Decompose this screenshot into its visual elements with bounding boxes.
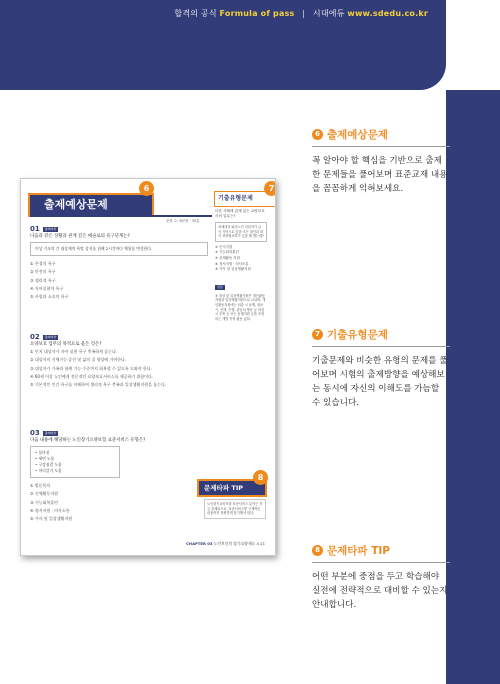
highlight-box-6 (28, 193, 154, 217)
banner-publisher: 시대에듀 (312, 9, 345, 18)
tip-body: 노인장기요양보험 표준서비스 분야는 자주 출제되므로, 표준서비스별 구체적인 내용까지 정확하게 암기해야 한다. (204, 499, 266, 519)
footer-title: 노인보건의 장기요양제도 4 (213, 541, 259, 546)
section-7 (312, 327, 450, 410)
option: ② 기능회복훈련 (215, 250, 239, 255)
section-title: 기출유형문제 (327, 329, 388, 341)
question-02 (30, 333, 208, 389)
time-label: 문항 수: 8문항 · 30분 (166, 219, 200, 223)
banner-separator: | (302, 9, 306, 18)
banner-text (174, 8, 428, 19)
past-question-title: 기출유형문제 (218, 195, 253, 202)
footer-chapter: CHAPTER 03 (186, 541, 213, 546)
section-title: 문제타파 TIP (327, 545, 390, 557)
page-footer (186, 541, 265, 547)
option: ⑤ 가사 및 일상생활지원 (30, 516, 73, 522)
option: ④ 정서지원 · 의사소통 (215, 261, 249, 266)
badge-7: 7 (264, 181, 276, 196)
answer-explanation: ⑤ 대상 및 일상생활지원은 개인활동지원과 일상생활지원으로 나뉘며, 개인활동지원에는 외출 시 동행, 장보기, 산책, 은행, 관공서 방문 등 외출 시 부축 등 또는 동행지원 등을 포함되는 개별 목적 활동 있다. (215, 293, 266, 321)
option: ① 인지지원 (215, 244, 233, 249)
option: ③ 신체활동 지원 (215, 255, 240, 260)
option: ② 대상자의 신체기능 증진 및 삶의 질 향상에 기여한다. (30, 357, 127, 363)
side-bar (446, 90, 500, 684)
section-number: 8 (312, 545, 323, 556)
section-body: 꼭 알아야 할 핵심을 기반으로 출제한 문제들을 풀어보며 표준교재 내용을 꼼꼼하게 익혀보세요. (312, 156, 448, 194)
badge-8: 8 (253, 470, 268, 485)
question-number: 01 (30, 225, 40, 233)
option: ⑤ 기본적인 인간 욕구를 이해하여 생리적 욕구 충족과 일상생활지원을 돕는다. (30, 382, 167, 388)
book-title: 출제예상문제 (44, 198, 108, 211)
option: ② 신체활동지원 (30, 491, 59, 497)
option: ② 안전의 욕구 (30, 269, 56, 275)
answer-tag: 정답 (217, 284, 223, 289)
option: ⑤ 사랑과 소속의 욕구 (30, 294, 69, 300)
footer-page: 21 (260, 541, 265, 546)
past-question-box: 치매대상 와상노인 의심자가 급식 식탁으로 앉을 모든 대인과 회식 표현협조하기 등을 해 했는데? (215, 222, 267, 242)
question-box: 이상 기오의 간 대상재의 욕망 상지를 위해 2시간마다 체위를 변경한다. (30, 242, 208, 256)
banner-slogan: Formula of pass (219, 9, 295, 18)
box-line: • 머리감기 도움 (35, 468, 62, 473)
option: ④ 60세 이상 노인에게 전문적인 요양보호서비스를 제공하기 위함이다. (30, 373, 154, 379)
section-8 (312, 543, 450, 612)
option: ④ 자아실현의 욕구 (30, 285, 64, 291)
option: ③ 대상자가 가족과 함께 기능 수준까지 회복할 수 있도록 도와야 한다. (30, 365, 152, 371)
past-question-column (215, 209, 267, 321)
book-page-preview (20, 178, 276, 556)
question-tag: 출제예상 (44, 430, 57, 435)
section-heading (312, 127, 450, 142)
question-number: 02 (30, 333, 40, 341)
section-body: 어떤 부분에 중점을 두고 학습해야 실전에 전략적으로 대비할 수 있는지 안내합니다. (312, 572, 448, 610)
header-banner (0, 0, 446, 90)
box-line: • 물마심 (35, 450, 50, 455)
box-line: • 세면 도움 (35, 456, 55, 461)
section-heading (312, 543, 450, 558)
question-box (30, 446, 120, 478)
banner-brand: 합격의 공식 (174, 9, 217, 18)
option: ① 방문목욕 (30, 483, 51, 488)
section-divider (312, 346, 450, 347)
title-underline (30, 215, 212, 217)
question-text: 요양보호 업무의 목적으로 옳은 것은? (30, 342, 102, 347)
section-6 (312, 127, 450, 196)
question-number: 03 (30, 429, 40, 437)
option: ⑤ 가사 및 일상생활지원 (215, 267, 251, 272)
section-title: 출제예상문제 (327, 129, 388, 141)
question-text: 다음과 같은 상황과 관계 깊은 매슬로의 욕구단계는? (30, 234, 130, 239)
question-01 (30, 225, 208, 301)
option: ④ 정서지원 · 의사소통 (30, 507, 70, 513)
option: ① 인지 대상자가 자아 실현 욕구 충족하게 돕는다. (30, 349, 118, 354)
question-text: 다음 내용에 해당하는 노인장기요양보험 표준서비스 유형은? (30, 438, 146, 443)
box-line: • 구강청결 도움 (35, 462, 62, 467)
tip-title: 문제타파 TIP (204, 484, 243, 492)
section-divider (312, 562, 450, 563)
past-question-text: 다음 사례에 관계 있는 요양보호사의 업무는? (215, 209, 265, 218)
option: ③ 생리적 욕구 (30, 277, 56, 283)
banner-url[interactable]: www.sdedu.co.kr (347, 9, 428, 18)
section-divider (312, 146, 450, 147)
option: ③ 기능회복훈련 (30, 499, 59, 505)
option: ① 존경의 욕구 (30, 261, 56, 266)
question-tag: 출제예상 (44, 226, 57, 231)
section-number: 7 (312, 329, 323, 340)
section-heading (312, 327, 450, 342)
section-number: 6 (312, 129, 323, 140)
question-03 (30, 429, 208, 523)
section-body: 기출문제와 비슷한 유형의 문제를 풀어보며 시험의 출제방향을 예상해보는 동시에 자신의 이해도를 가늠할 수 있습니다. (312, 356, 448, 408)
question-tag: 출제예상 (44, 334, 57, 339)
badge-6: 6 (139, 181, 154, 196)
